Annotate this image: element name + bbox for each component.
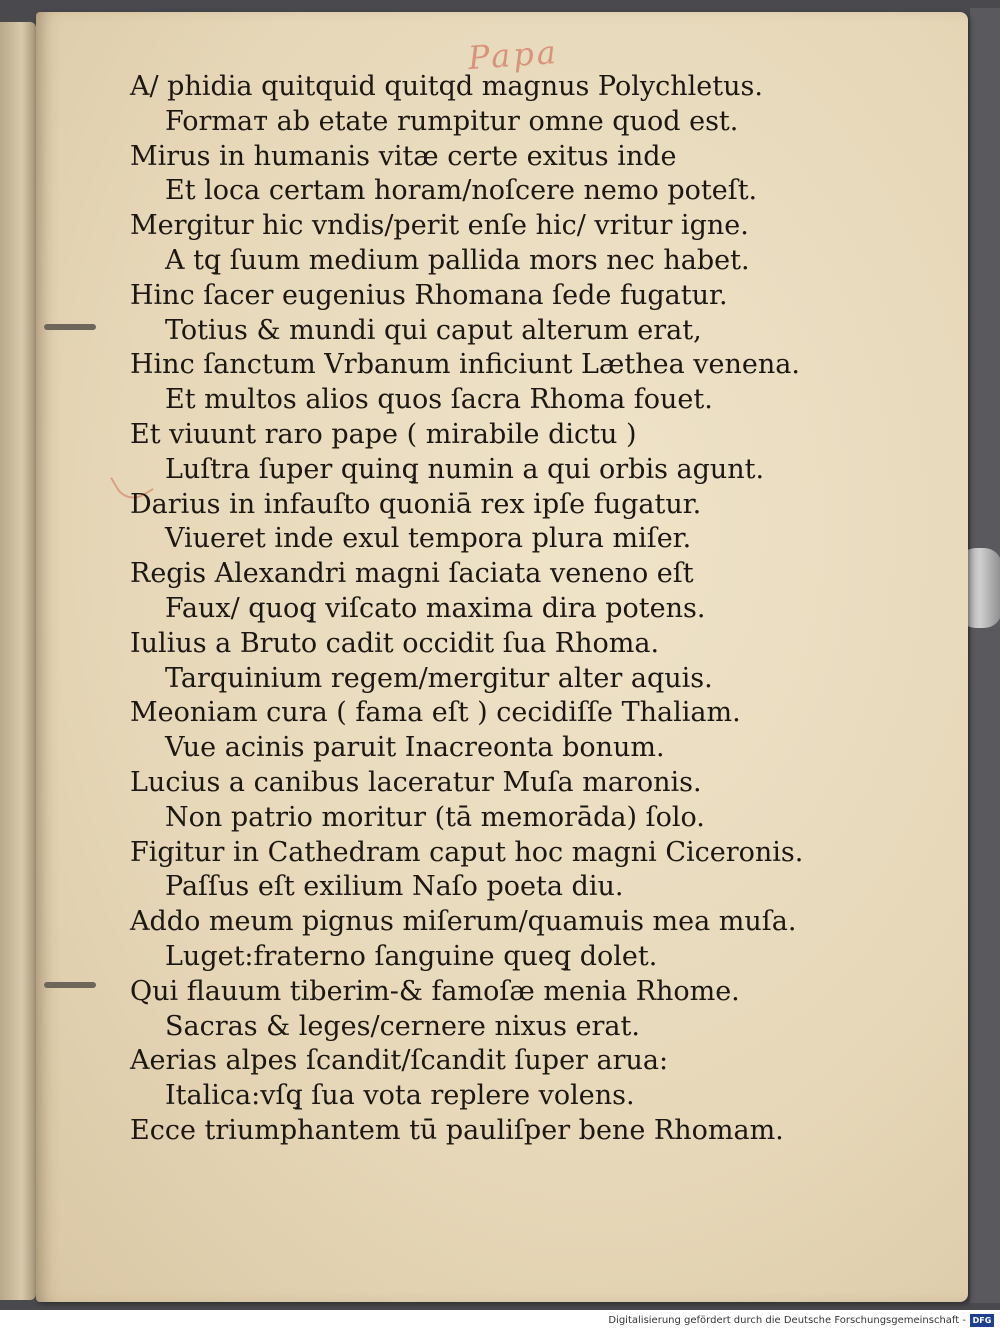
previous-page-edge [0, 22, 36, 1300]
poem-line: Aerias alpes ſcandit/ſcandit ſuper arua: [130, 1045, 669, 1077]
poem-line: Regis Alexandri magni ſaciata veneno eſt [130, 558, 694, 590]
dfg-logo: DFG [970, 1314, 994, 1327]
poem-line: Lucius a canibus laceratur Muſa maronis. [130, 766, 702, 798]
poem-line: A/ phidia quitquid quitqd magnus Polychletus. [130, 71, 763, 102]
poem-line: Italica:vſq̧ ſua vota replere volens. [165, 1080, 635, 1112]
poem-line: Totius & mundi qui caput alterum erat, [165, 314, 702, 346]
poem-line: Et multos alios quos ſacra Rhoma fouet. [165, 384, 713, 416]
poem-line: A tq̧ ſuum medium pallida mors nec habet. [165, 244, 750, 276]
handwritten-annotation: Papa [466, 32, 560, 78]
show-through-text [796, 102, 996, 1102]
poem-line: Et loca certam horam/noſcere nemo poteſt. [165, 175, 758, 207]
footer-credit: Digitalisierung gefördert durch die Deutsche Forschungsgemeinschaft - [608, 1315, 966, 1326]
poem-line: Mergitur hic vndis/perit enſe hic/ vritur igne. [130, 210, 749, 242]
poem-line: Luſtra ſuper quinq̧ numin a qui orbis agunt. [165, 453, 765, 485]
poem-line: Luget:fraterno ſanguine queq̧ dolet. [165, 940, 658, 972]
poem-line: Formaт ab etate rumpitur omne quod est. [165, 105, 739, 137]
poem-line: Mirus in humanis vitæ certe exitus inde [130, 140, 677, 172]
poem-line: Qui flauum tiberim-& famoſæ menia Rhome. [130, 975, 740, 1007]
poem-line: Ecce triumphantem tū pauliſper bene Rhomam. [130, 1114, 784, 1146]
poem-line: Tarquinium regem/mergitur alter aquis. [165, 662, 713, 694]
poem-line: Non patrio moritur (tā memorāda) ſolo. [165, 801, 705, 833]
poem-text [130, 70, 804, 1149]
poem-line: Hinc ſacer eugenius Rhomana ſede fugatur. [130, 279, 728, 311]
poem-line: Figitur in Cathedram caput hoc magni Ciceronis. [130, 836, 804, 868]
poem-line: Hinc ſanctum Vrbanum inficiunt Læthea venena. [130, 349, 800, 381]
poem-line: Paſſus eſt exilium Naſo poeta diu. [165, 871, 624, 903]
binding-stitch [44, 324, 96, 330]
poem-line: Faux/ quoq̧ viſcato maxima dira potens. [165, 592, 706, 624]
poem-line: Vue acinis paruit Inacreonta bonum. [165, 732, 665, 764]
poem-line: Meoniam cura ( fama eſt ) cecidiſſe Thaliam. [130, 697, 741, 729]
poem-line: Addo meum pignus miſerum/quamuis mea muſa. [130, 906, 797, 938]
poem-line: Et viuunt raro pape ( mirabile dictu ) [130, 418, 637, 450]
poem-line: Viueret inde exul tempora plura miſer. [165, 523, 692, 555]
poem-line: Darius in infauſto quoniā rex ipſe fugatur. [130, 488, 702, 520]
poem-line: Sacras & leges/cernere nixus erat. [165, 1010, 640, 1042]
footer-bar [0, 1310, 1000, 1331]
binding-stitch [44, 982, 96, 988]
poem-line: Iulius a Bruto cadit occidit ſua Rhoma. [130, 627, 660, 659]
